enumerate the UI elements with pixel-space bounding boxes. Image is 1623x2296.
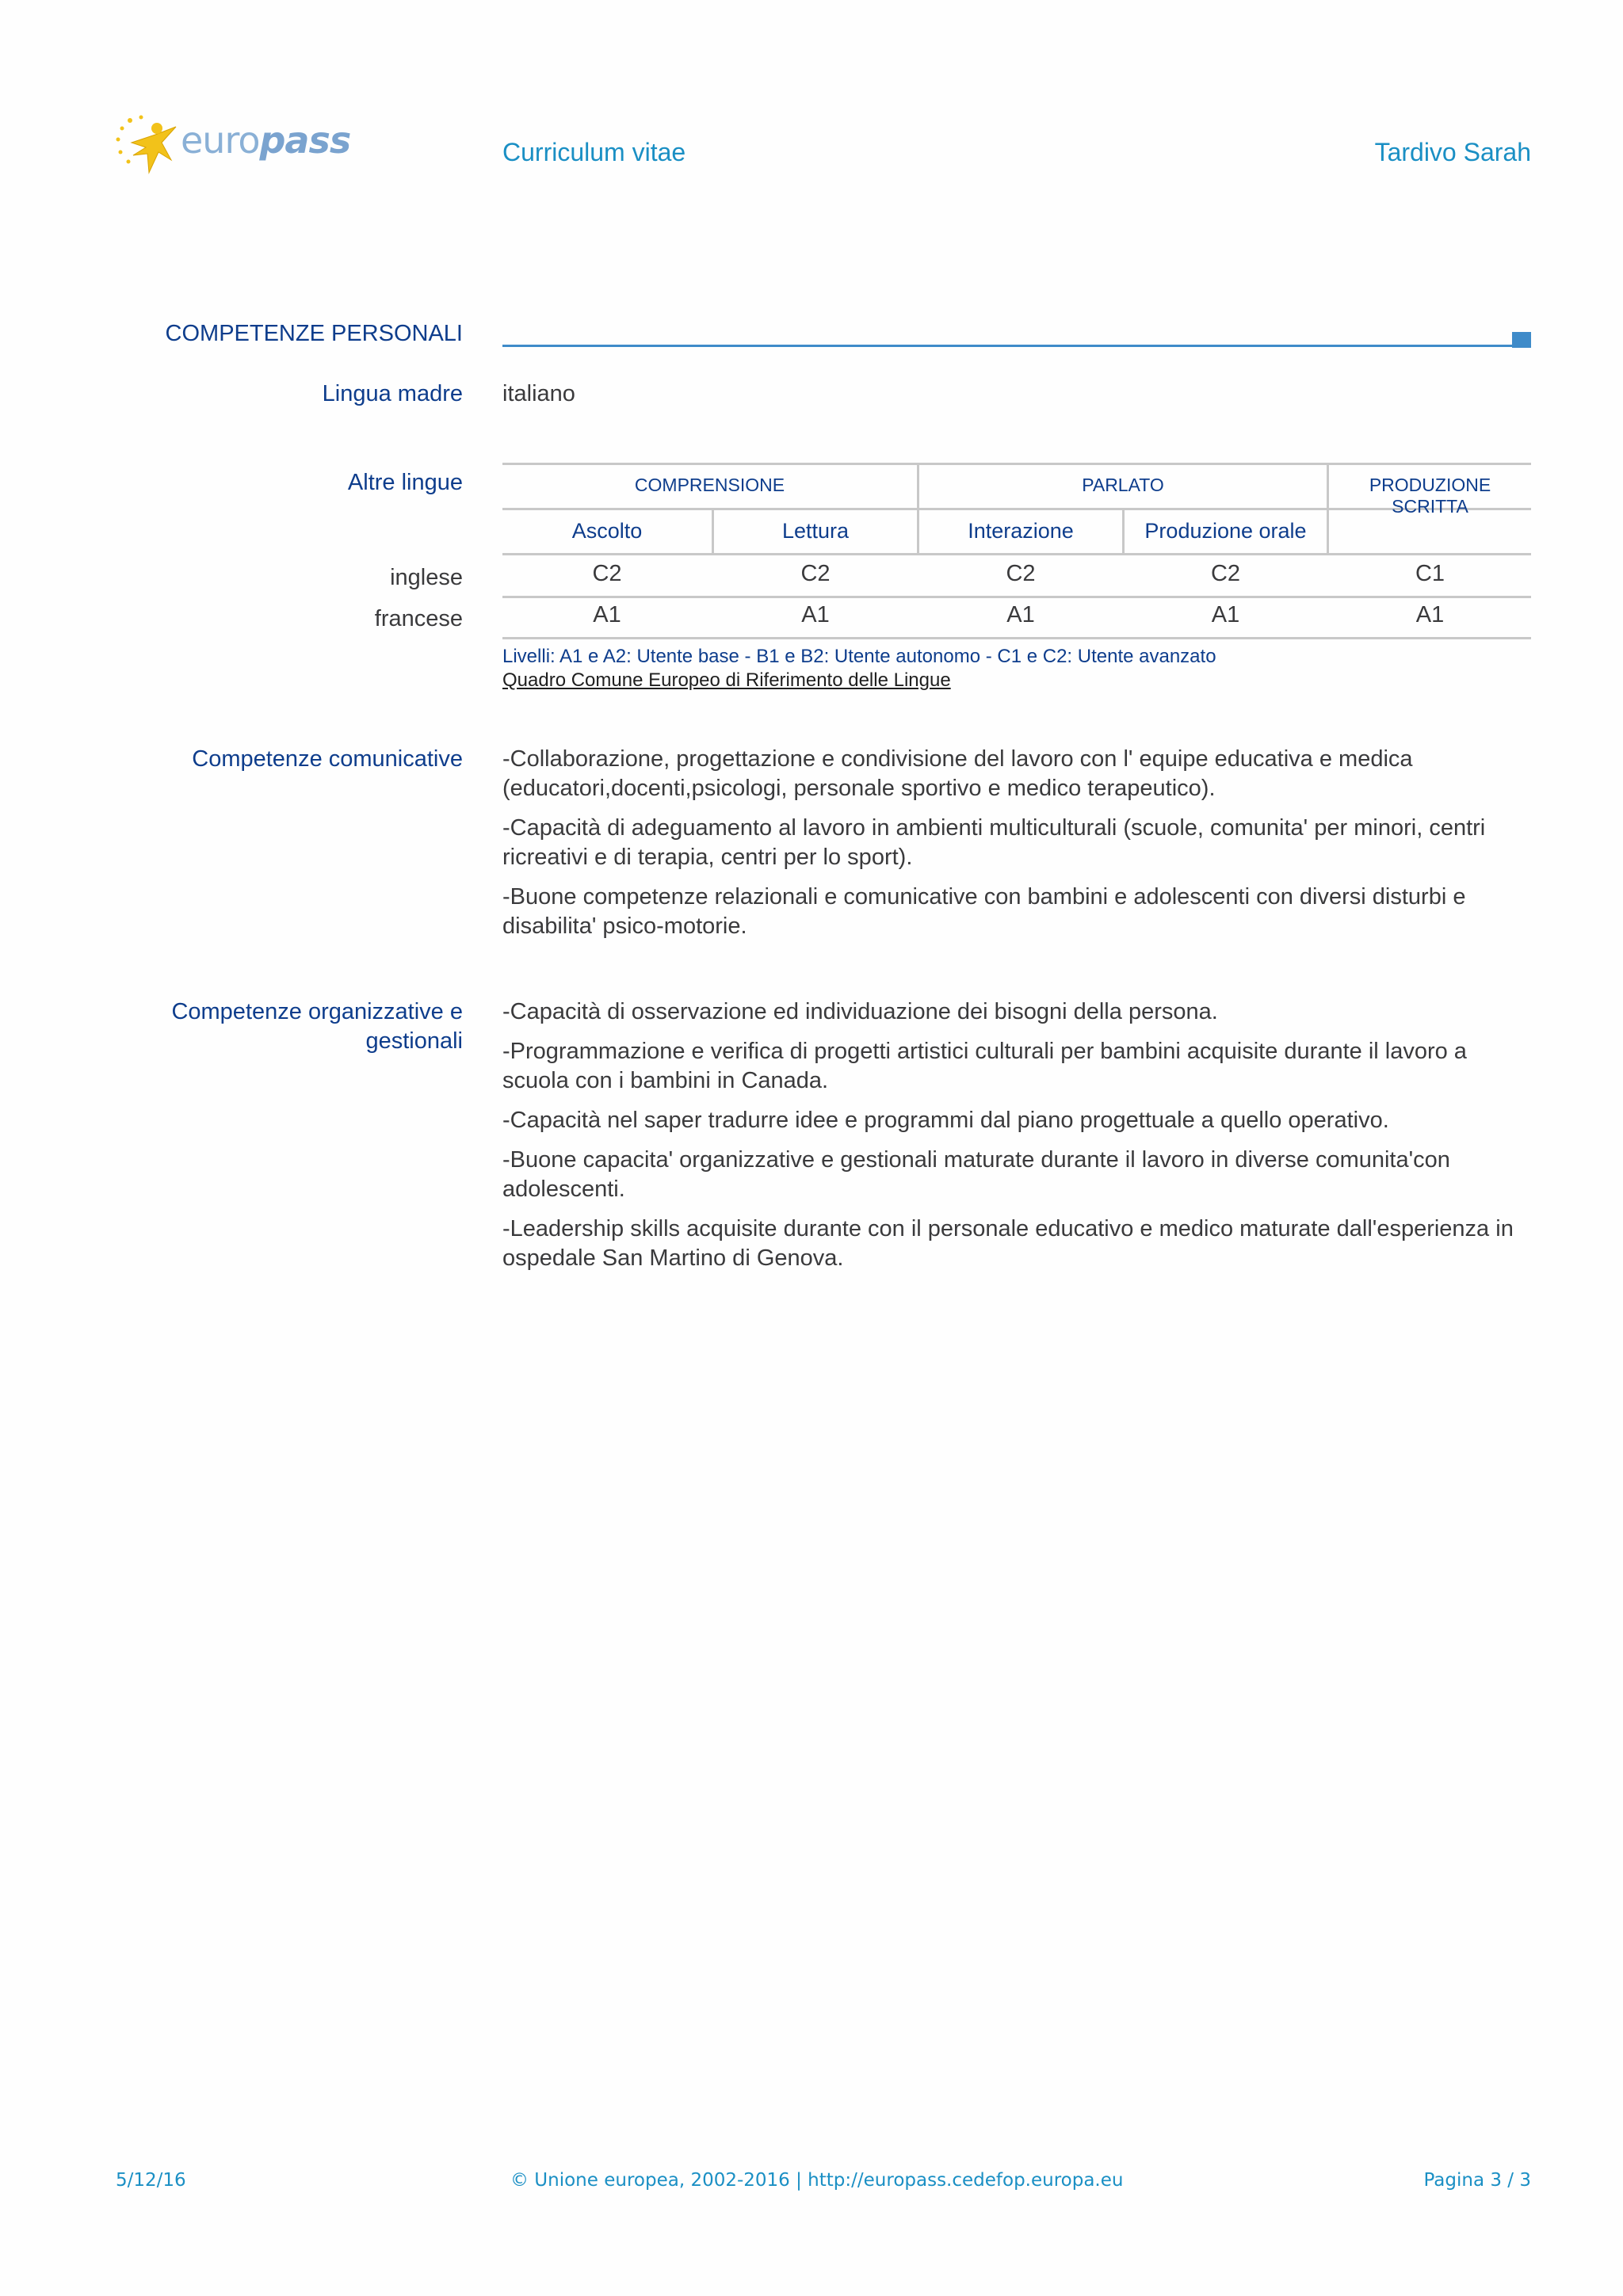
- level-english-produzione-orale: C2: [1210, 561, 1241, 586]
- header-comprensione: COMPRENSIONE: [634, 475, 785, 495]
- level-english-interazione: C2: [1006, 561, 1036, 586]
- section-rule-marker: [1512, 332, 1531, 348]
- section-rule: [502, 345, 1514, 347]
- organizational-item: -Capacità nel saper tradurre idee e programmi dal piano progettuale a quello operativo.: [502, 1108, 1389, 1133]
- europass-star-figure-icon: [114, 111, 185, 182]
- person-name: Tardivo Sarah: [1374, 138, 1531, 166]
- mother-tongue-value: italiano: [502, 381, 575, 406]
- level-english-scritta: C1: [1415, 561, 1445, 586]
- communication-item: -Capacità di adeguamento al lavoro in ambienti multiculturali (scuole, comunita' per minori, centri ricreativi e di terapia, centri per lo sport).: [502, 815, 1486, 870]
- organizational-skills-label: [171, 997, 463, 1056]
- header-interazione: Interazione: [968, 519, 1074, 543]
- logo-text-euro: euro: [181, 119, 260, 162]
- footer-date: 5/12/16: [116, 2170, 186, 2191]
- organizational-item: -Capacità di osservazione ed individuazione dei bisogni della persona.: [502, 999, 1218, 1024]
- organizational-item: -Programmazione e verifica di progetti artistici culturali per bambini acquisite durante il lavoro a scuola con i bambini in Canada.: [502, 1039, 1467, 1093]
- cefr-link[interactable]: Quadro Comune Europeo di Riferimento delle Lingue: [502, 669, 951, 691]
- level-french-produzione-orale: A1: [1211, 602, 1240, 627]
- header-produzione-orale: Produzione orale: [1144, 519, 1307, 543]
- europass-logo: [114, 111, 351, 182]
- footer-page-number: Pagina 3 / 3: [1423, 2170, 1531, 2191]
- levels-legend: Livelli: A1 e A2: Utente base - B1 e B2: Utente autonomo - C1 e C2: Utente avanzato: [502, 646, 1216, 667]
- level-english-lettura: C2: [800, 561, 831, 586]
- organizational-label-line1: Competenze organizzative e: [171, 999, 463, 1024]
- organizational-item: -Leadership skills acquisite durante con il personale educativo e medico maturate dall'esperienza in ospedale San Martino di Genova.: [502, 1216, 1514, 1271]
- level-french-scritta: A1: [1415, 602, 1445, 627]
- section-title: COMPETENZE PERSONALI: [165, 321, 463, 346]
- level-french-interazione: A1: [1006, 602, 1035, 627]
- table-line: [502, 553, 1531, 555]
- header-lettura: Lettura: [781, 519, 850, 543]
- header-parlato: PARLATO: [1082, 475, 1164, 495]
- level-english-ascolto: C2: [592, 561, 622, 586]
- logo-text-pass: pass: [259, 119, 351, 162]
- communication-item: -Buone competenze relazionali e comunicative con bambini e adolescenti con diversi disturbi e disabilita' psico-motorie.: [502, 884, 1466, 939]
- table-line: [502, 463, 1531, 465]
- communication-skills-list: [502, 745, 1531, 952]
- header-produzione-scritta: PRODUZIONE SCRITTA: [1369, 475, 1491, 517]
- document-title: Curriculum vitae: [502, 138, 686, 166]
- table-line: [502, 637, 1531, 639]
- organizational-skills-list: [502, 997, 1531, 1283]
- language-name-french: francese: [374, 606, 463, 631]
- table-line: [502, 596, 1531, 598]
- organizational-label-line2: gestionali: [365, 1028, 463, 1054]
- other-languages-label: Altre lingue: [347, 470, 463, 495]
- level-french-ascolto: A1: [593, 602, 621, 627]
- footer-copyright: © Unione europea, 2002-2016 | http://europass.cedefop.europa.eu: [510, 2170, 1124, 2191]
- communication-skills-label: Competenze comunicative: [192, 746, 463, 772]
- organizational-item: -Buone capacita' organizzative e gestionali maturate durante il lavoro in diverse comunita'con adolescenti.: [502, 1147, 1450, 1202]
- level-french-lettura: A1: [801, 602, 830, 627]
- language-name-english: inglese: [390, 565, 463, 590]
- communication-item: -Collaborazione, progettazione e condivisione del lavoro con l' equipe educativa e medica (educatori,docenti,psicologi, personale sportivo e medico terapeutico).: [502, 746, 1413, 801]
- mother-tongue-label: Lingua madre: [322, 381, 463, 406]
- header-ascolto: Ascolto: [571, 519, 643, 543]
